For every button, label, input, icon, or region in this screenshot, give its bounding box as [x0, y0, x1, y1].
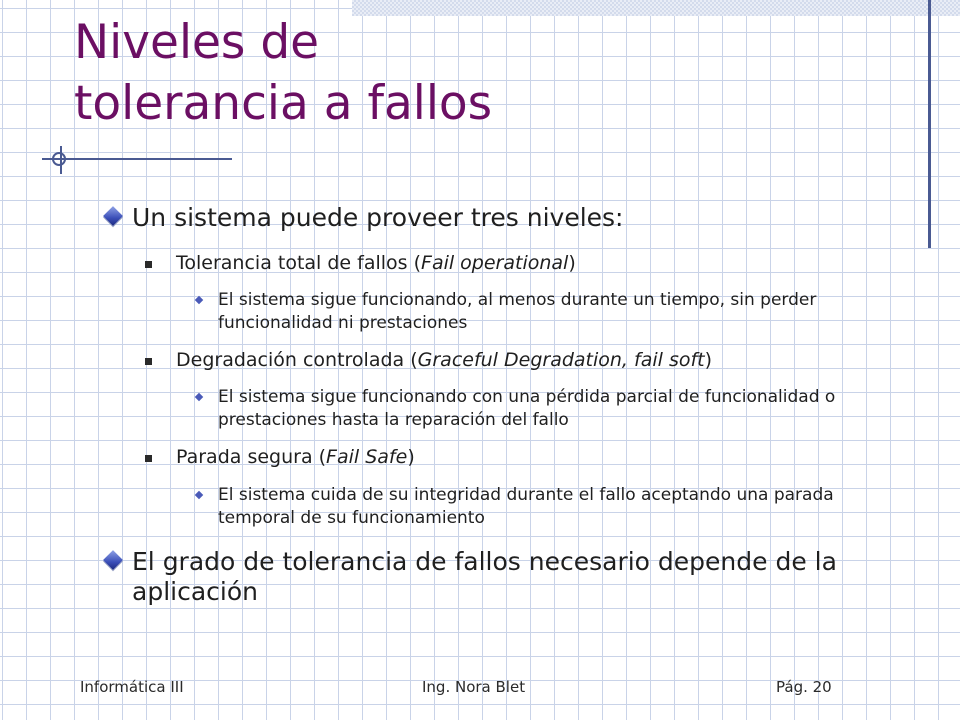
- bullet-text-end: ): [568, 252, 576, 274]
- bullet-text-end: ): [704, 349, 713, 371]
- bullet-text: Parada segura (: [176, 446, 327, 468]
- bullet-level3-item: [194, 386, 884, 432]
- title-line-1: Niveles de: [74, 15, 320, 70]
- square-bullet-icon: [145, 455, 152, 462]
- footer-author: Ing. Nora Blet: [422, 678, 526, 696]
- bullet-italic-text: Graceful Degradation, fail soft: [417, 349, 705, 371]
- bullet-level1-item: [100, 547, 880, 607]
- bullet-text: Un sistema puede proveer tres niveles:: [132, 203, 624, 232]
- title-line-2: tolerancia a fallos: [74, 76, 493, 131]
- bullet-level2-item: [145, 445, 865, 469]
- bullet-text: El sistema sigue funcionando, al menos durante un tiempo, sin perder funcionalidad ni prestaciones: [218, 290, 817, 333]
- bullet-text: El sistema sigue funcionando con una pérdida parcial de funcionalidad o prestaciones hasta la reparación del fallo: [218, 387, 836, 430]
- bullet-text: El grado de tolerancia de fallos necesario depende de la aplicación: [132, 547, 837, 606]
- bullet-level2-item: [145, 348, 865, 372]
- bullet-text: El sistema cuida de su integridad durante el fallo aceptando una parada temporal de su funcionamiento: [218, 485, 834, 528]
- bullet-italic-text: Fail Safe: [326, 446, 408, 468]
- square-bullet-icon: [145, 261, 152, 268]
- footer-course: Informática III: [80, 678, 184, 696]
- bullet-level3-item: [194, 289, 884, 335]
- bullet-text: Degradación controlada (: [176, 349, 418, 371]
- bullet-text-end: ): [407, 446, 415, 468]
- bullet-level2-item: [145, 251, 865, 275]
- bullet-text: Tolerancia total de fallos (: [176, 252, 422, 274]
- bullet-italic-text: Fail operational: [421, 252, 569, 274]
- square-bullet-icon: [145, 358, 152, 365]
- bullet-level3-item: [194, 484, 884, 530]
- footer-page-number: Pág. 20: [776, 678, 832, 696]
- bullet-level1-item: [100, 203, 880, 233]
